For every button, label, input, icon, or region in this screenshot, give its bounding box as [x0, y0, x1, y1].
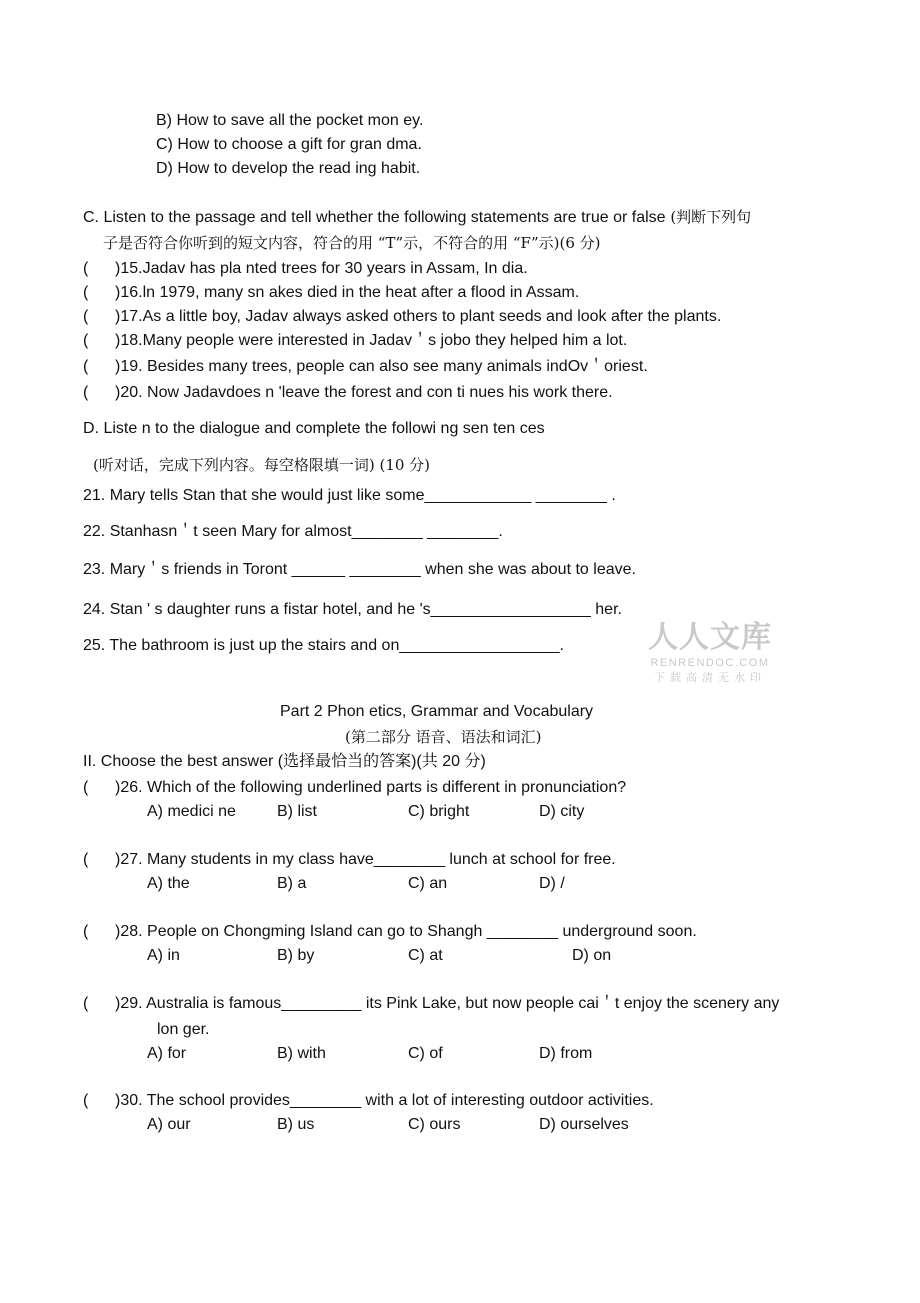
section-d-instruction: (听对话，完成下列内容。每空格限填一词) (10 分) [93, 456, 431, 474]
tf-item-17 [83, 307, 722, 327]
option-d: D) on [572, 947, 612, 964]
section-c-instruction: 子是否符合你听到的短文内容，符合的用 “T”示，不符合的用 “F”示)(6 分) [103, 234, 601, 252]
option-c: C) ours [408, 1116, 461, 1133]
statement-text: )16.ln 1979, many sn akes died in the heat after a flood in Assam. [115, 284, 580, 301]
fill-item-25: 25. The bathroom is just up the stairs and on__________________. [83, 637, 564, 654]
tf-item-15 [83, 259, 528, 279]
question-27 [83, 850, 616, 870]
answer-bracket: ( [83, 851, 89, 868]
option-c: C) bright [408, 803, 470, 820]
option-a: A) for [147, 1045, 187, 1062]
answer-bracket: ( [83, 308, 89, 325]
section-c-heading [83, 207, 751, 228]
answer-bracket: ( [83, 923, 89, 940]
answer-bracket: ( [83, 1092, 89, 1109]
option-b: B) us [277, 1116, 315, 1133]
option-b-pocket-money: B) How to save all the pocket mon ey. [156, 112, 424, 129]
question-26 [83, 778, 627, 798]
option-d-reading: D) How to develop the read ing habit. [156, 160, 421, 177]
statement-text: )15.Jadav has pla nted trees for 30 years in Assam, In dia. [115, 260, 528, 277]
question-stem: )27. Many students in my class have________ lunch at school for free. [115, 851, 616, 868]
answer-bracket: ( [83, 358, 89, 375]
part2-title: Part 2 Phon etics, Grammar and Vocabulary [280, 703, 594, 720]
answer-bracket: ( [83, 332, 89, 349]
question-stem: )29. Australia is famous_________ its Pink Lake, but now people cai＇t enjoy the scenery any [115, 995, 780, 1012]
part2-subtitle: (第二部分 语音、语法和词汇) [345, 728, 542, 746]
fill-item-23: 23. Mary＇s friends in Toront ______ ________ when she was about to leave. [83, 561, 636, 578]
option-b: B) list [277, 803, 317, 820]
fill-item-24: 24. Stan ' s daughter runs a fistar hotel, and he 's__________________ her. [83, 601, 622, 618]
statement-text: )18.Many people were interested in Jadav＇s jobo they helped him a lot. [115, 332, 628, 349]
question-29 [83, 994, 780, 1014]
question-stem-continued: lon ger. [157, 1021, 210, 1038]
tf-item-16 [83, 283, 580, 303]
watermark-tagline: 下载高清无水印 [654, 671, 766, 684]
section-c-heading-en: C. Listen to the passage and tell whether the following statements are true or false [83, 209, 666, 226]
option-c: C) an [408, 875, 448, 892]
option-a: A) the [147, 875, 190, 892]
section-d-heading: D. Liste n to the dialogue and complete the followi ng sen ten ces [83, 420, 545, 437]
watermark-brand: 人人文库 [648, 620, 772, 655]
answer-bracket: ( [83, 779, 89, 796]
tf-item-20 [83, 383, 613, 403]
answer-bracket: ( [83, 995, 89, 1012]
option-c: C) at [408, 947, 443, 964]
option-a: A) in [147, 947, 180, 964]
option-c: C) of [408, 1045, 443, 1062]
option-d: D) / [539, 875, 565, 892]
fill-item-21: 21. Mary tells Stan that she would just like some____________ ________ . [83, 487, 616, 504]
statement-text: )20. Now Jadavdoes n 'leave the forest and con ti nues his work there. [115, 384, 613, 401]
question-stem: )30. The school provides________ with a lot of interesting outdoor activities. [115, 1092, 654, 1109]
option-b: B) by [277, 947, 315, 964]
statement-text: )19. Besides many trees, people can also see many animals indOv＇oriest. [115, 358, 648, 375]
fill-item-22: 22. Stanhasn＇t seen Mary for almost________ ________. [83, 523, 503, 540]
statement-text: )17.As a little boy, Jadav always asked others to plant seeds and look after the plants. [115, 308, 722, 325]
option-c-gift: C) How to choose a gift for gran dma. [156, 136, 422, 153]
question-28 [83, 922, 697, 942]
option-d: D) from [539, 1045, 593, 1062]
option-b: B) with [277, 1045, 326, 1062]
tf-item-19 [83, 357, 648, 377]
question-stem: )28. People on Chongming Island can go to Shangh ________ underground soon. [115, 923, 697, 940]
answer-bracket: ( [83, 384, 89, 401]
watermark-logo [645, 620, 775, 686]
tf-item-18 [83, 331, 628, 351]
watermark-url: RENRENDOC.COM [650, 657, 770, 669]
section-ii-heading: II. Choose the best answer (选择最恰当的答案)(共 20 分) [83, 753, 486, 770]
option-a: A) our [147, 1116, 191, 1133]
option-b: B) a [277, 875, 307, 892]
section-c-heading-cn: (判断下列句 [665, 208, 752, 226]
question-stem: )26. Which of the following underlined parts is different in pronunciation? [115, 779, 627, 796]
question-30 [83, 1091, 654, 1111]
option-d: D) ourselves [539, 1116, 629, 1133]
answer-bracket: ( [83, 284, 89, 301]
option-d: D) city [539, 803, 585, 820]
answer-bracket: ( [83, 260, 89, 277]
option-a: A) medici ne [147, 803, 236, 820]
